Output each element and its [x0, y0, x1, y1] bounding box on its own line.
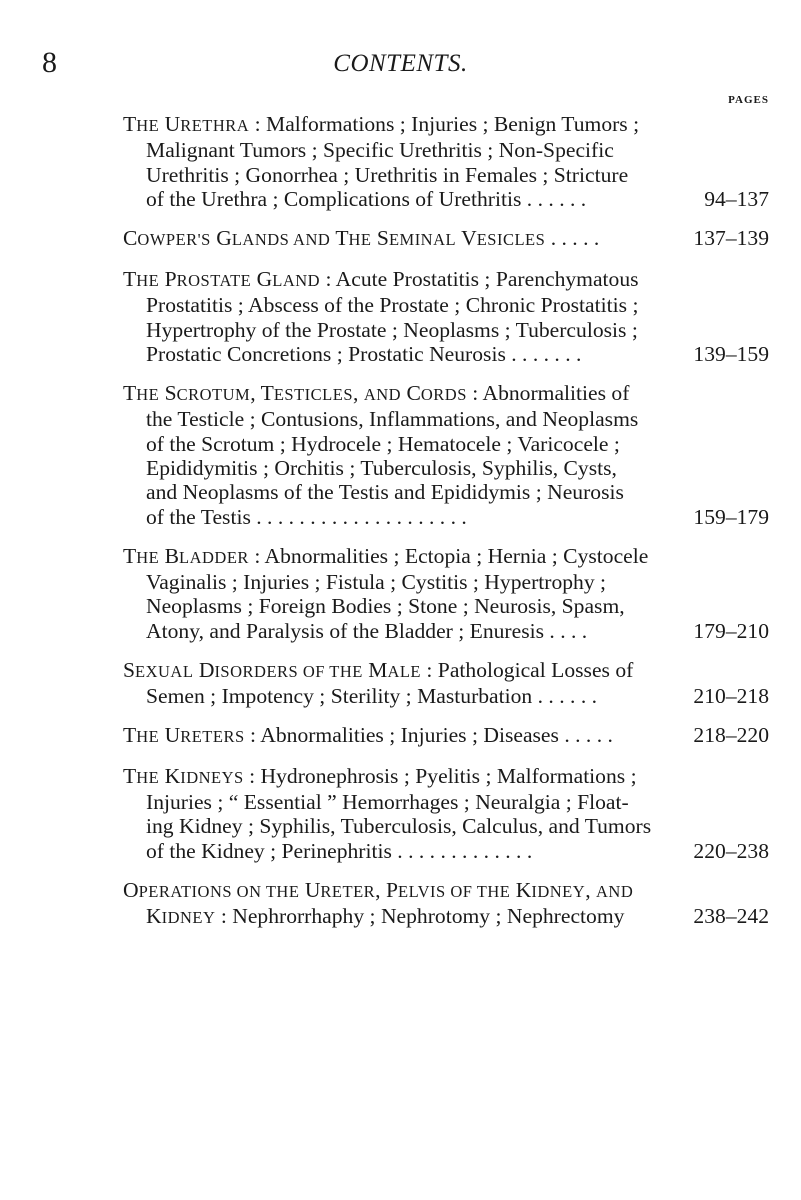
page-number: 8	[42, 46, 57, 79]
toc-entry-text: KIDNEY : Nephrorrhaphy ; Nephrotomy ; Nephrectomy	[146, 904, 625, 929]
toc-entry-text: OPERATIONS ON THE URETER, PELVIS OF THE KIDNEY, AND	[123, 877, 634, 902]
toc-entry-line	[146, 904, 769, 930]
toc-entry-text: Atony, and Paralysis of the Bladder ; Enuresis . . . .	[146, 618, 588, 643]
toc-entry-text: the Testicle ; Contusions, Inflammations, and Neoplasms	[146, 407, 639, 432]
toc-entry-text: Semen ; Impotency ; Sterility ; Masturbation . . . . . .	[146, 684, 598, 709]
toc-entry-line	[146, 293, 769, 317]
toc-entry-text: and Neoplasms of the Testis and Epididymis ; Neurosis	[146, 480, 624, 505]
toc-entry-pages: 218–220	[693, 722, 769, 747]
toc-entry-text: THE BLADDER : Abnormalities ; Ectopia ; Hernia ; Cystocele	[123, 543, 649, 568]
toc-entry-text: of the Testis . . . . . . . . . . . . . . . . . . . .	[146, 504, 467, 529]
toc-entry-text: ing Kidney ; Syphilis, Tuberculosis, Calculus, and Tumors	[146, 814, 652, 839]
toc-entry-text: Prostatitis ; Abscess of the Prostate ; Chronic Prostatitis ;	[146, 293, 639, 318]
toc-entry-line	[146, 814, 769, 838]
toc-entry	[123, 112, 769, 212]
toc-entry-text: Neoplasms ; Foreign Bodies ; Stone ; Neurosis, Spasm,	[146, 594, 625, 619]
toc-entry	[123, 878, 769, 931]
toc-entry-text: Hypertrophy of the Prostate ; Neoplasms ; Tuberculosis ;	[146, 317, 638, 342]
toc-entry-line	[146, 456, 769, 480]
toc-entry-text: THE KIDNEYS : Hydronephrosis ; Pyelitis ; Malformations ;	[123, 763, 637, 788]
toc-entry-text: Urethritis ; Gonorrhea ; Urethritis in Females ; Stricture	[146, 162, 629, 187]
toc-entry	[123, 723, 769, 749]
toc-entry	[123, 381, 769, 529]
toc-entry	[123, 544, 769, 644]
toc-entry-line	[146, 790, 769, 814]
toc-entry-text: Prostatic Concretions ; Prostatic Neurosis . . . . . . .	[146, 342, 582, 367]
toc-entry	[123, 764, 769, 864]
toc-entry-pages: 159–179	[693, 504, 769, 529]
toc-entry-line	[146, 163, 769, 187]
toc-entry-line	[146, 480, 769, 504]
toc-entry	[123, 658, 769, 709]
toc-entry	[123, 267, 769, 367]
pages-column-label: PAGES	[728, 94, 769, 106]
toc-entry-text: of the Scrotum ; Hydrocele ; Hematocele ; Varicocele ;	[146, 431, 620, 456]
toc-entry-line	[123, 658, 769, 684]
toc-entry-text: Epididymitis ; Orchitis ; Tuberculosis, Syphilis, Cysts,	[146, 456, 617, 481]
toc-entry-text: Injuries ; “ Essential ” Hemorrhages ; Neuralgia ; Float-	[146, 790, 629, 815]
toc-entry-text: THE PROSTATE GLAND : Acute Prostatitis ; Parenchymatous	[123, 266, 639, 291]
toc-entry-text: THE SCROTUM, TESTICLES, AND CORDS : Abnormalities of	[123, 380, 630, 405]
toc-entry-line	[146, 318, 769, 342]
toc-entry-line	[146, 684, 769, 708]
toc-entry-pages: 220–238	[693, 838, 769, 863]
toc-entry	[123, 226, 769, 252]
toc-entry-text: Vaginalis ; Injuries ; Fistula ; Cystitis ; Hypertrophy ;	[146, 570, 607, 595]
toc-entry-line	[146, 839, 769, 863]
toc-entry-line	[146, 138, 769, 162]
toc-entry-line	[146, 619, 769, 643]
toc-entry-pages: 139–159	[693, 342, 769, 367]
toc-entry-line	[146, 342, 769, 366]
toc-entry-line	[146, 570, 769, 594]
toc-entry-text: SEXUAL DISORDERS OF THE MALE : Pathological Losses of	[123, 657, 634, 682]
toc-entry-line	[123, 267, 769, 293]
toc-entry-line	[146, 407, 769, 431]
toc-entry-text: Malignant Tumors ; Specific Urethritis ; Non-Specific	[146, 138, 614, 163]
toc-entry-line	[123, 878, 769, 904]
toc-entry-line	[146, 187, 769, 211]
toc-entry-line	[123, 226, 769, 252]
toc-entry-line	[146, 594, 769, 618]
toc-entry-line	[146, 432, 769, 456]
toc-entry-pages: 94–137	[704, 187, 769, 212]
toc-entry-pages: 137–139	[693, 226, 769, 251]
toc-entry-text: THE URETERS : Abnormalities ; Injuries ; Diseases . . . . .	[123, 722, 613, 747]
toc-entry-pages: 179–210	[693, 618, 769, 643]
toc-entry-line	[123, 381, 769, 407]
running-head: CONTENTS.	[333, 50, 468, 77]
toc-entry-text: THE URETHRA : Malformations ; Injuries ; Benign Tumors ;	[123, 112, 640, 136]
toc-entry-text: of the Urethra ; Complications of Urethritis . . . . . .	[146, 187, 587, 212]
toc-entry-text: COWPER'S GLANDS AND THE SEMINAL VESICLES . . . . .	[123, 226, 600, 251]
table-of-contents	[123, 112, 769, 945]
toc-entry-line	[123, 544, 769, 570]
toc-entry-line	[146, 505, 769, 529]
toc-entry-line	[123, 723, 769, 749]
toc-entry-pages: 210–218	[693, 684, 769, 709]
toc-entry-text: of the Kidney ; Perinephritis . . . . . . . . . . . . .	[146, 838, 533, 863]
toc-entry-pages: 238–242	[693, 904, 769, 929]
toc-entry-line	[123, 112, 769, 138]
toc-entry-line	[123, 764, 769, 790]
